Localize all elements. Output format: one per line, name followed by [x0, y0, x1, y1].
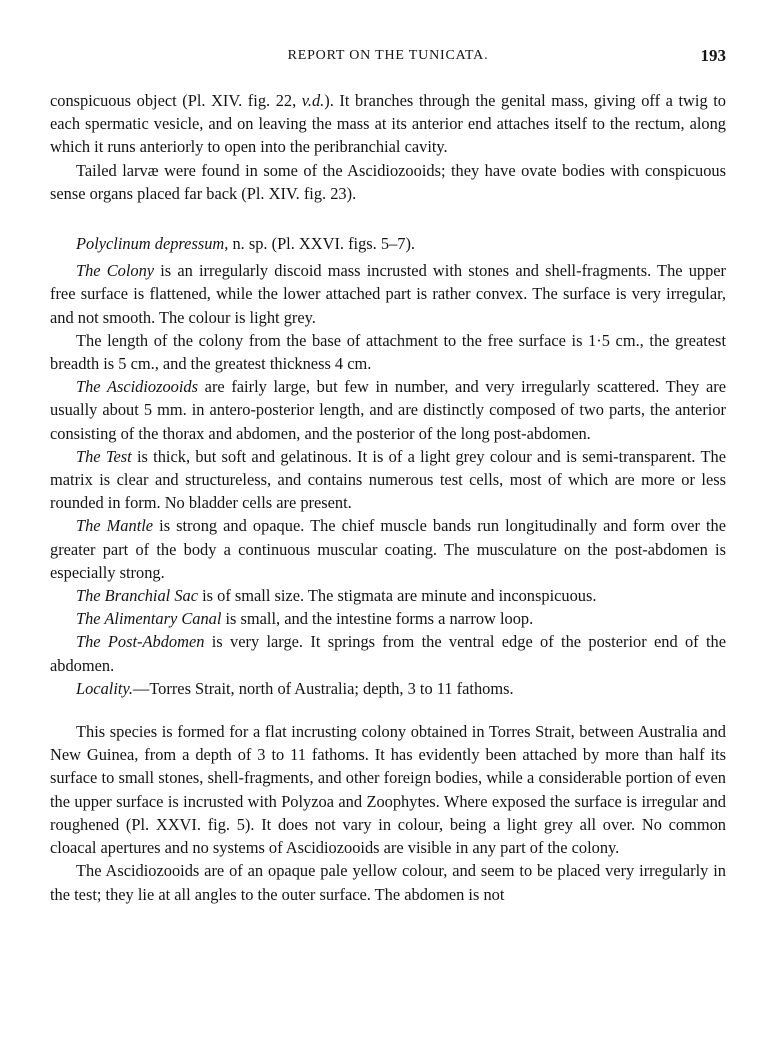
body-text: [50, 89, 726, 906]
species-name: Polyclinum depressum: [76, 234, 225, 254]
paragraph-branchial: [50, 584, 726, 607]
paragraph-text: are fairly large, but few in number, and very irregularly scattered. They are usually about 5 mm. in antero-posterior length, and are distinctly composed of two parts, the anterior consisting of the thorax and abdomen, and the posterior of the long post-abdomen.: [50, 377, 727, 443]
paragraph-test: [50, 445, 726, 515]
paragraph-ascidiozooids: [50, 375, 726, 445]
paragraph-continued: [50, 89, 726, 159]
paragraph-locality: [50, 677, 726, 700]
paragraph-discussion-continued: The Ascidiozooids are of an opaque pale yellow colour, and seem to be placed very irregularly in the test; they lie at all angles to the outer surface. The abdomen is not: [50, 861, 726, 904]
subsection-head: The Branchial Sac: [76, 586, 199, 606]
section-gap: [50, 700, 726, 720]
subsection-head: The Alimentary Canal: [76, 609, 222, 629]
paragraph-text: conspicuous object (Pl. XIV. fig. 22,: [50, 91, 302, 110]
paragraph-discussion: This species is formed for a flat incrusting colony obtained in Torres Strait, between Australia and New Guinea, from a depth of 3 to 11 fathoms. It has evidently been attached by more than half its surface to small stones, shell-fragments, and other foreign bodies, while a considerable portion of even the upper surface is incrusted with Polyzoa and Zoophytes. Where exposed the surface is irregular and roughened (Pl. XXVI. fig. 5). It does not vary in colour, being a light grey all over. No common cloacal apertures and no systems of Ascidiozooids are visible in any part of the colony.: [50, 722, 726, 858]
paragraph-post-abdomen: [50, 630, 726, 676]
paragraph-text: is small, and the intestine forms a narrow loop.: [221, 609, 534, 629]
paragraph-text: is an irregularly discoid mass incrusted with stones and shell-fragments. The upper free surface is flattened, while the lower attached part is rather convex. The surface is very irregular, and not smooth. The colour is light grey.: [50, 261, 727, 327]
paragraph-text: is very large. It springs from the ventral edge of the posterior end of the abdomen.: [50, 632, 726, 675]
paragraph-text: is of small size. The stigmata are minute and inconspicuous.: [198, 586, 597, 606]
subsection-head: The Test: [76, 446, 132, 466]
page-number: 193: [700, 46, 726, 65]
section-gap: [50, 205, 726, 232]
paragraph-text: ). It branches through the genital mass, giving off a twig to each spermatic vesicle, and on leaving the mass at its anterior end attaches itself to the rectum, along which it runs anteriorly to open into the peribranchial cavity.: [50, 91, 726, 157]
species-heading-rest: , n. sp. (Pl. XXVI. figs. 5–7).: [224, 234, 416, 254]
locality-label: Locality.: [76, 678, 133, 698]
paragraph-larvae: Tailed larvæ were found in some of the Ascidiozooids; they have ovate bodies with conspicuous sense organs placed far back (Pl. XIV. fig. 23).: [50, 160, 726, 203]
paragraph-dimensions: The length of the colony from the base of attachment to the free surface is 1·5 cm., the greatest breadth is 5 cm., and the greatest thickness 4 cm.: [50, 330, 726, 374]
subsection-head: The Mantle: [76, 516, 154, 536]
paragraph-colony: [50, 259, 726, 329]
paragraph-text: —Torres Strait, north of Australia; depth, 3 to 11 fathoms.: [132, 678, 514, 698]
subsection-head: The Ascidiozooids: [76, 377, 199, 397]
paragraph-mantle: [50, 514, 726, 584]
subsection-head: The Colony: [76, 261, 155, 281]
running-head: [50, 46, 726, 68]
paragraph-alimentary: [50, 607, 726, 630]
species-heading: [50, 232, 726, 255]
italic-abbrev: v.d.: [301, 91, 325, 110]
running-title: REPORT ON THE TUNICATA.: [287, 48, 489, 63]
paragraph-text: is thick, but soft and gelatinous. It is of a light grey colour and is semi-transparent. The matrix is clear and structureless, and contains numerous test cells, most of which are more or less rounded in form. No bladder cells are present.: [50, 446, 726, 513]
paragraph-text: is strong and opaque. The chief muscle bands run longitudinally and form over the greater part of the body a continuous muscular coating. The musculature on the post-abdomen is especially strong.: [50, 516, 726, 582]
subsection-head: The Post-Abdomen: [76, 632, 205, 652]
